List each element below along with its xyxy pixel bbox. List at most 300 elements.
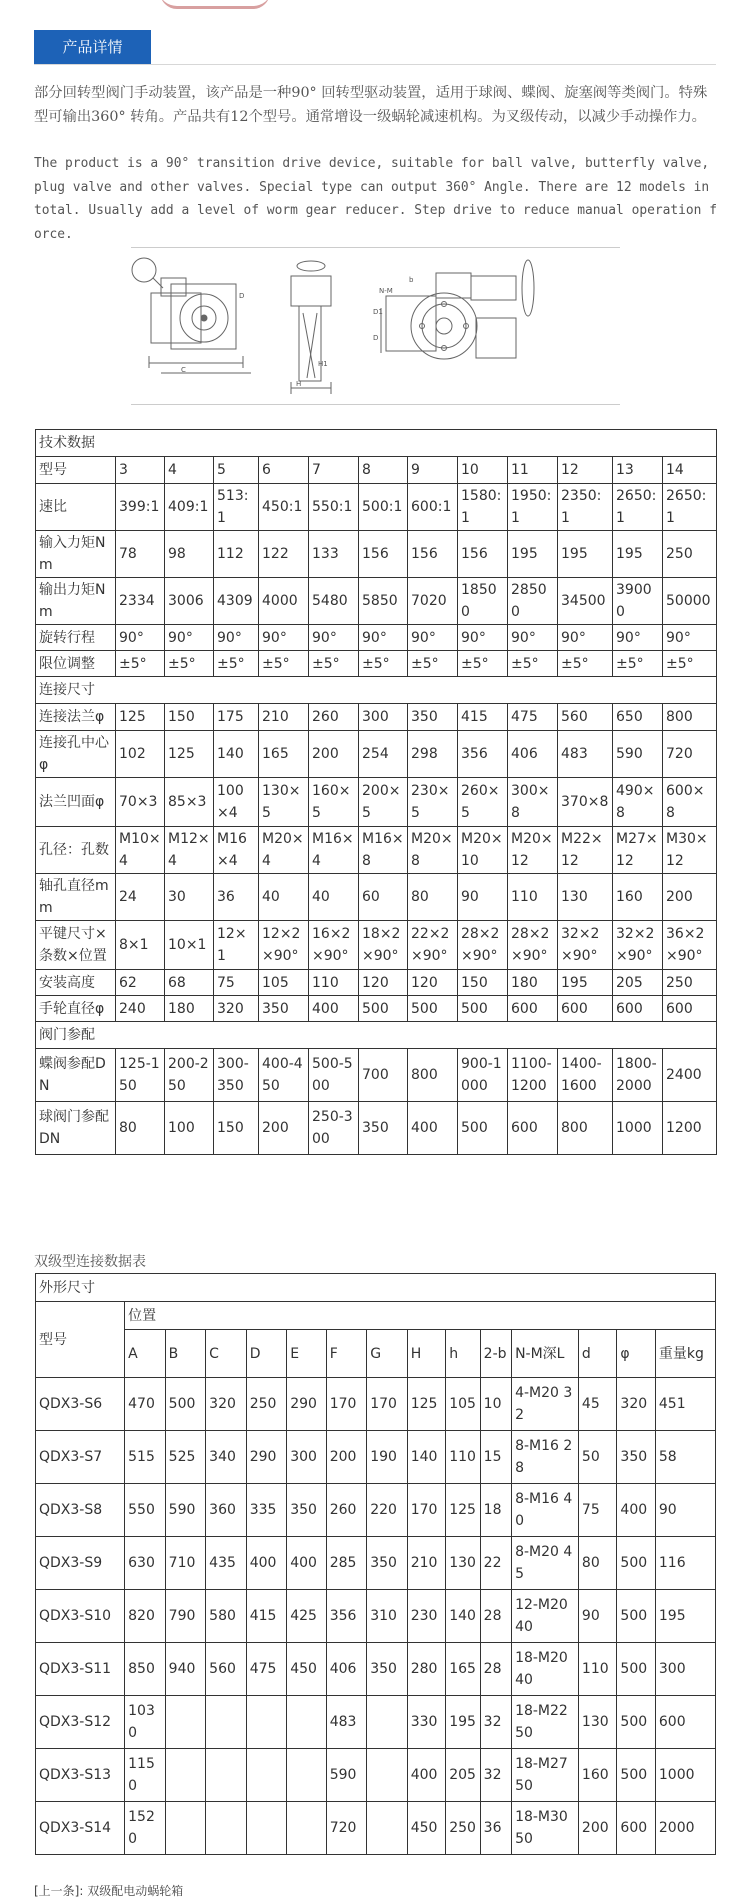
table-cell: 500 <box>617 1537 655 1590</box>
table-cell: 9 <box>408 457 458 484</box>
table-cell: 75 <box>578 1484 616 1537</box>
table-cell: M22×12 <box>558 827 613 874</box>
description-en: The product is a 90° transition drive device, suitable for ball valve, butterfly valve, plug valve and other valves. Special type can output 360° Angle. There are 12 models in total. Usually add a level of worm gear reducer. Step drive to reduce manual operation force. <box>34 156 717 242</box>
table-cell: 320 <box>617 1378 655 1431</box>
table-cell: 300-350 <box>214 1049 259 1102</box>
table-cell: 22 <box>480 1537 511 1590</box>
technical-data-table <box>35 429 717 1155</box>
table-header-row <box>36 1302 716 1330</box>
table-cell: 1100-1200 <box>508 1049 558 1102</box>
table-cell: 940 <box>165 1643 206 1696</box>
table-row <box>36 1378 716 1431</box>
table-cell: 16×2×90° <box>309 921 359 970</box>
table-cell: 100 <box>165 1102 214 1155</box>
table-cell: 820 <box>125 1590 166 1643</box>
table-cell: 500 <box>617 1749 655 1802</box>
table-row <box>36 1590 716 1643</box>
row-label: 连接法兰φ <box>36 704 116 731</box>
table-cell: 18×2×90° <box>359 921 408 970</box>
table-cell: 125 <box>165 731 214 778</box>
table-cell: 513:1 <box>214 484 259 531</box>
table-row <box>36 778 717 827</box>
row-label: 限位调整 <box>36 651 116 677</box>
table-cell: 140 <box>407 1431 445 1484</box>
table-cell: 15 <box>480 1431 511 1484</box>
table-cell: 36 <box>214 874 259 921</box>
table-cell: 590 <box>613 731 663 778</box>
diagram-label: D1 <box>373 308 383 316</box>
row-label: QDX3-S10 <box>36 1590 125 1643</box>
table-cell: M27×12 <box>613 827 663 874</box>
table-cell: 350 <box>617 1431 655 1484</box>
table-cell: 170 <box>326 1378 367 1431</box>
table-cell: 450:1 <box>259 484 309 531</box>
table-cell: 483 <box>326 1696 367 1749</box>
table-cell: 40 <box>309 874 359 921</box>
table-cell: 36 <box>480 1802 511 1855</box>
table-cell: 370×8 <box>558 778 613 827</box>
table-cell: 415 <box>458 704 508 731</box>
table-cell: 90° <box>613 625 663 651</box>
table-cell: 406 <box>326 1643 367 1696</box>
row-label: 连接孔中心φ <box>36 731 116 778</box>
table-cell: 490×8 <box>613 778 663 827</box>
table-cell <box>165 1749 206 1802</box>
table-cell: 140 <box>446 1590 480 1643</box>
column-header: B <box>165 1330 206 1378</box>
table-row <box>36 1749 716 1802</box>
table-cell <box>287 1802 327 1855</box>
table-cell: 800 <box>558 1102 613 1155</box>
table-cell: 110 <box>309 970 359 996</box>
table-cell: 260×5 <box>458 778 508 827</box>
table-cell: 260 <box>326 1484 367 1537</box>
table-cell: 200 <box>259 1102 309 1155</box>
prev-article-title[interactable]: 双级配电动蜗轮箱 <box>87 1884 184 1898</box>
table-cell: ±5° <box>309 651 359 677</box>
table-cell: 2650:1 <box>663 484 717 531</box>
table-cell: 300 <box>655 1643 715 1696</box>
table-cell: 285 <box>326 1537 367 1590</box>
table-cell: 450 <box>287 1643 327 1696</box>
diagram-label: H1 <box>318 360 328 368</box>
table-cell <box>206 1802 247 1855</box>
table-cell: 356 <box>326 1590 367 1643</box>
table-cell: 1150 <box>125 1749 166 1802</box>
table-cell: 10 <box>458 457 508 484</box>
table-cell: 300 <box>359 704 408 731</box>
table-cell: 290 <box>287 1378 327 1431</box>
column-header: A <box>125 1330 166 1378</box>
table-cell: 28 <box>480 1590 511 1643</box>
table-cell: 7 <box>309 457 359 484</box>
prev-article-label: [上一条]: <box>34 1884 84 1898</box>
table-cell: 116 <box>655 1537 715 1590</box>
table-cell: 1580:1 <box>458 484 508 531</box>
table-cell: 350 <box>367 1537 408 1590</box>
table-cell: 1950:1 <box>508 484 558 531</box>
table-cell <box>206 1696 247 1749</box>
table-cell: 500 <box>617 1590 655 1643</box>
table-cell: 8×1 <box>116 921 165 970</box>
table-cell: 560 <box>206 1643 247 1696</box>
row-label: 旋转行程 <box>36 625 116 651</box>
table-cell: 400 <box>309 996 359 1022</box>
table-row <box>36 1537 716 1590</box>
double-table-caption: 双级型连接数据表 <box>34 1254 146 1270</box>
table-cell: 435 <box>206 1537 247 1590</box>
table-cell: 105 <box>446 1378 480 1431</box>
table-cell: 140 <box>214 731 259 778</box>
table-cell: 28 <box>480 1643 511 1696</box>
table-cell: 165 <box>446 1643 480 1696</box>
table-cell: 290 <box>246 1431 287 1484</box>
table-cell: 298 <box>408 731 458 778</box>
table-cell: 230×5 <box>408 778 458 827</box>
table-cell: 122 <box>259 531 309 578</box>
table-cell: 90° <box>663 625 717 651</box>
table-cell: ±5° <box>359 651 408 677</box>
table-cell: 90 <box>655 1484 715 1537</box>
table-row <box>36 1802 716 1855</box>
table-cell: 28×2×90° <box>508 921 558 970</box>
table-cell: 3006 <box>165 578 214 625</box>
table-cell: 220 <box>367 1484 408 1537</box>
table-cell: 600:1 <box>408 484 458 531</box>
table-section-row <box>36 430 717 457</box>
table-cell: 720 <box>326 1802 367 1855</box>
row-label: 法兰凹面φ <box>36 778 116 827</box>
table-cell: 200 <box>326 1431 367 1484</box>
table-section-row <box>36 1274 716 1302</box>
table-cell: 400 <box>408 1102 458 1155</box>
table-cell: 13 <box>613 457 663 484</box>
table-cell: 90° <box>558 625 613 651</box>
column-header: N-M深L <box>512 1330 579 1378</box>
row-label: 手轮直径φ <box>36 996 116 1022</box>
table-row <box>36 970 717 996</box>
table-cell: 4000 <box>259 578 309 625</box>
table-cell: 600 <box>558 996 613 1022</box>
table-cell: 102 <box>116 731 165 778</box>
table-cell: 590 <box>165 1484 206 1537</box>
table-cell: 125 <box>446 1484 480 1537</box>
table-cell: 70×3 <box>116 778 165 827</box>
table-cell: 210 <box>407 1537 445 1590</box>
table-cell: 80 <box>116 1102 165 1155</box>
table-cell: 45 <box>578 1378 616 1431</box>
table-cell: 30 <box>165 874 214 921</box>
column-header: h <box>446 1330 480 1378</box>
table-cell: 409:1 <box>165 484 214 531</box>
table-cell: 50 <box>578 1431 616 1484</box>
table-cell: 24 <box>116 874 165 921</box>
diagram-label: D <box>373 334 379 342</box>
row-label: 型号 <box>36 457 116 484</box>
table-cell: 550 <box>125 1484 166 1537</box>
table-cell: 150 <box>214 1102 259 1155</box>
table-cell: 700 <box>359 1049 408 1102</box>
table-cell: 120 <box>359 970 408 996</box>
table-cell: 500:1 <box>359 484 408 531</box>
table-cell: ±5° <box>508 651 558 677</box>
table-cell: 205 <box>613 970 663 996</box>
table-cell: 90° <box>116 625 165 651</box>
column-header: E <box>287 1330 327 1378</box>
table-cell: 18 <box>480 1484 511 1537</box>
table-cell: 85×3 <box>165 778 214 827</box>
table-cell: 156 <box>359 531 408 578</box>
diagram-label: H <box>296 380 302 388</box>
table-cell: 68 <box>165 970 214 996</box>
table-cell: 340 <box>206 1431 247 1484</box>
table-cell: M16×4 <box>309 827 359 874</box>
row-label: QDX3-S9 <box>36 1537 125 1590</box>
table-cell: 400 <box>407 1749 445 1802</box>
table-cell: 525 <box>165 1431 206 1484</box>
table-cell: ±5° <box>165 651 214 677</box>
table-cell: 8-M16 40 <box>512 1484 579 1537</box>
table-cell: 190 <box>367 1431 408 1484</box>
table-cell: 330 <box>407 1696 445 1749</box>
diagram-svg <box>131 248 620 404</box>
table-cell: 4309 <box>214 578 259 625</box>
table-cell: 12×1 <box>214 921 259 970</box>
table-cell: 399:1 <box>116 484 165 531</box>
table-cell: 600×8 <box>663 778 717 827</box>
position-header: 位置 <box>125 1302 716 1330</box>
table-cell: 8-M20 45 <box>512 1537 579 1590</box>
table-cell: 110 <box>578 1643 616 1696</box>
table-cell <box>246 1749 287 1802</box>
row-label: 输入力矩Nm <box>36 531 116 578</box>
table-cell: 195 <box>508 531 558 578</box>
table-cell: 300×8 <box>508 778 558 827</box>
model-header: 型号 <box>36 1302 125 1378</box>
table-cell: 630 <box>125 1537 166 1590</box>
table-cell: 8 <box>359 457 408 484</box>
table-cell: 130×5 <box>259 778 309 827</box>
table-cell: 18-M27 50 <box>512 1749 579 1802</box>
table-cell <box>367 1802 408 1855</box>
table-cell: 32 <box>480 1749 511 1802</box>
table-cell: 600 <box>508 1102 558 1155</box>
table-cell: M30×12 <box>663 827 717 874</box>
row-label: 输出力矩Nm <box>36 578 116 625</box>
prev-article-link[interactable] <box>34 1884 183 1899</box>
table-cell: 483 <box>558 731 613 778</box>
table-cell: 310 <box>367 1590 408 1643</box>
table-cell: 50000 <box>663 578 717 625</box>
table-cell: 254 <box>359 731 408 778</box>
table-cell: 300 <box>287 1431 327 1484</box>
table-row <box>36 1102 717 1155</box>
table-cell: 1200 <box>663 1102 717 1155</box>
table-cell: 90° <box>259 625 309 651</box>
table-cell: ±5° <box>613 651 663 677</box>
table-cell: 200×5 <box>359 778 408 827</box>
table-cell: 320 <box>206 1378 247 1431</box>
table-cell: 1800-2000 <box>613 1049 663 1102</box>
row-label: 速比 <box>36 484 116 531</box>
table-cell: 600 <box>663 996 717 1022</box>
table-cell: 500 <box>165 1378 206 1431</box>
table-cell: M20×8 <box>408 827 458 874</box>
table-cell: 98 <box>165 531 214 578</box>
table-cell: 5480 <box>309 578 359 625</box>
table-cell: 34500 <box>558 578 613 625</box>
table-cell: 12×2×90° <box>259 921 309 970</box>
table-cell: 590 <box>326 1749 367 1802</box>
table-cell: 600 <box>613 996 663 1022</box>
table-cell: 200-250 <box>165 1049 214 1102</box>
table-cell: 130 <box>558 874 613 921</box>
table-cell: ±5° <box>408 651 458 677</box>
diagram-label: b <box>409 276 414 284</box>
table-cell: 280 <box>407 1643 445 1696</box>
table-cell: 240 <box>116 996 165 1022</box>
table-cell: 550:1 <box>309 484 359 531</box>
table-cell: ±5° <box>116 651 165 677</box>
table-cell: 200 <box>663 874 717 921</box>
table-cell: 250-300 <box>309 1102 359 1155</box>
table-cell: 28×2×90° <box>458 921 508 970</box>
table-cell: 320 <box>214 996 259 1022</box>
table-row <box>36 731 717 778</box>
table-row <box>36 1431 716 1484</box>
table-cell: 500 <box>408 996 458 1022</box>
table-cell: 78 <box>116 531 165 578</box>
table-cell: 180 <box>508 970 558 996</box>
row-label: 球阀门参配DN <box>36 1102 116 1155</box>
table-cell: 600 <box>508 996 558 1022</box>
table-cell: 75 <box>214 970 259 996</box>
column-header: 重量kg <box>655 1330 715 1378</box>
table-cell: 650 <box>613 704 663 731</box>
table-cell: 18-M22 50 <box>512 1696 579 1749</box>
table-cell: 2350:1 <box>558 484 613 531</box>
table-cell: 400 <box>287 1537 327 1590</box>
table-cell: 36×2×90° <box>663 921 717 970</box>
table-cell <box>367 1749 408 1802</box>
table-cell: 1030 <box>125 1696 166 1749</box>
table-row <box>36 484 717 531</box>
table-cell <box>287 1749 327 1802</box>
table-cell: 451 <box>655 1378 715 1431</box>
description-zh: 部分回转型阀门手动装置，该产品是一种90° 回转型驱动装置，适用于球阀、蝶阀、旋塞阀等类阀门。特殊型可输出360° 转角。产品共有12个型号。通常增设一级蜗轮减速机构。为叉级传动，以减少手动操作力。 <box>34 85 708 125</box>
table-cell: 170 <box>367 1378 408 1431</box>
table-cell: 230 <box>407 1590 445 1643</box>
table-section-row <box>36 677 717 704</box>
table-cell: 100×4 <box>214 778 259 827</box>
row-label: QDX3-S6 <box>36 1378 125 1431</box>
table-cell: 350 <box>259 996 309 1022</box>
tab-product-details[interactable]: 产品详情 <box>34 30 151 64</box>
table-cell: 195 <box>558 531 613 578</box>
table-cell: 133 <box>309 531 359 578</box>
table-cell: 600 <box>617 1802 655 1855</box>
column-header: H <box>407 1330 445 1378</box>
table-cell: 6 <box>259 457 309 484</box>
table-cell: 160 <box>613 874 663 921</box>
table-cell: 400 <box>617 1484 655 1537</box>
table-cell: 195 <box>655 1590 715 1643</box>
table-cell <box>206 1749 247 1802</box>
table-cell: ±5° <box>214 651 259 677</box>
table-cell: 1400-1600 <box>558 1049 613 1102</box>
table-row <box>36 625 717 651</box>
table-cell: 39000 <box>613 578 663 625</box>
table-cell: 720 <box>663 731 717 778</box>
column-header: G <box>367 1330 408 1378</box>
column-header: D <box>246 1330 287 1378</box>
table-cell: 90° <box>508 625 558 651</box>
table-row <box>36 874 717 921</box>
table-cell: 500 <box>617 1696 655 1749</box>
table-cell: 5 <box>214 457 259 484</box>
table-row <box>36 827 717 874</box>
table-cell: ±5° <box>458 651 508 677</box>
table-cell: 360 <box>206 1484 247 1537</box>
table-cell: 850 <box>125 1643 166 1696</box>
table-cell: 2400 <box>663 1049 717 1102</box>
table-cell: 18-M30 50 <box>512 1802 579 1855</box>
table-cell: 200 <box>578 1802 616 1855</box>
table-cell: 210 <box>259 704 309 731</box>
table-cell: 790 <box>165 1590 206 1643</box>
table-cell: 5850 <box>359 578 408 625</box>
table-cell: M12×4 <box>165 827 214 874</box>
table-header-row <box>36 1330 716 1378</box>
table-cell: 14 <box>663 457 717 484</box>
table-cell: 2000 <box>655 1802 715 1855</box>
table-cell: 250 <box>663 531 717 578</box>
table-row <box>36 704 717 731</box>
table-cell: 58 <box>655 1431 715 1484</box>
table-row <box>36 457 717 484</box>
table-cell: 11 <box>508 457 558 484</box>
table-cell: 350 <box>408 704 458 731</box>
table-cell: 350 <box>367 1643 408 1696</box>
table-cell: 90° <box>165 625 214 651</box>
table-cell: ±5° <box>259 651 309 677</box>
table-cell: 160 <box>578 1749 616 1802</box>
double-stage-data-table <box>35 1273 716 1855</box>
table-cell: 130 <box>446 1537 480 1590</box>
table-cell: 125-150 <box>116 1049 165 1102</box>
table-cell: 406 <box>508 731 558 778</box>
table-cell: 900-1000 <box>458 1049 508 1102</box>
row-label: 平键尺寸×条数×位置 <box>36 921 116 970</box>
table-cell: M20×10 <box>458 827 508 874</box>
table-section-title: 连接尺寸 <box>36 677 717 704</box>
table-cell: 12-M20 40 <box>512 1590 579 1643</box>
table-cell: 4-M20 32 <box>512 1378 579 1431</box>
column-header: 2-b <box>480 1330 511 1378</box>
table-cell: 10 <box>480 1378 511 1431</box>
table-cell: 18500 <box>458 578 508 625</box>
table-cell: 80 <box>578 1537 616 1590</box>
table-cell: 350 <box>359 1102 408 1155</box>
table-cell: 800 <box>663 704 717 731</box>
table-cell: 125 <box>407 1378 445 1431</box>
table-row <box>36 921 717 970</box>
table-cell: 450 <box>407 1802 445 1855</box>
table-cell: 470 <box>125 1378 166 1431</box>
table-cell: 500-500 <box>309 1049 359 1102</box>
table-cell: 60 <box>359 874 408 921</box>
table-cell: ±5° <box>663 651 717 677</box>
